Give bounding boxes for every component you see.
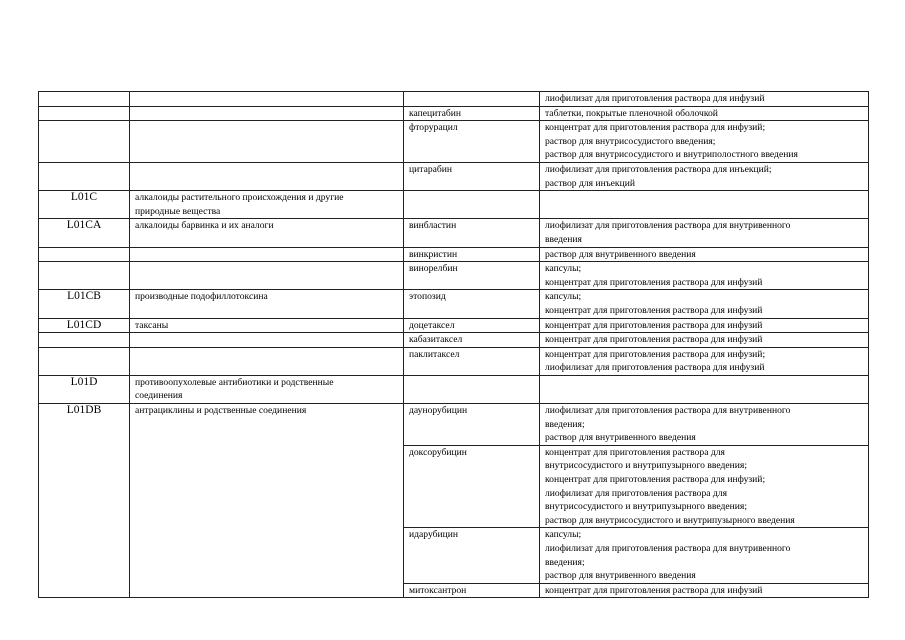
drug-name-cell [404,92,540,107]
dosage-form-cell [540,404,869,446]
atc-group-cell [130,404,404,598]
table-row [39,375,869,403]
dosage-form-line: раствор для инъекций [545,177,635,189]
atc-code-cell: L01CB [39,290,130,318]
dosage-form-line: концентрат для приготовления раствора для инфузий [545,276,763,288]
dosage-form-cell [540,162,869,190]
atc-group-cell [130,347,404,375]
medication-table-body [39,92,869,598]
atc-code-cell [39,92,130,107]
table-row [39,404,869,446]
atc-group-cell [130,318,404,333]
drug-name-cell: доксорубицин [404,445,540,528]
dosage-form-cell [540,191,869,219]
drug-name-cell [404,191,540,219]
drug-name-cell: митоксантрон [404,583,540,598]
atc-group-line: алкалоиды барвинка и их аналоги [135,220,274,232]
dosage-form-line: капсулы; [545,263,582,275]
dosage-form-line: капсулы; [545,529,582,541]
atc-group-line: производные подофиллотоксина [135,291,268,303]
atc-code-cell: L01DB [39,404,130,598]
dosage-form-line: лиофилизат для приготовления раствора для внутривенного [545,543,791,554]
dosage-form-cell [540,247,869,262]
table-row [39,92,869,107]
atc-group-line: алкалоиды растительного происхождения и другие [135,192,344,204]
table-row [39,318,869,333]
dosage-form-line: концентрат для приготовления раствора для инфузий [545,334,763,346]
atc-group-line: антрациклины и родственные соединения [135,405,307,417]
table-row [39,247,869,262]
atc-group-cell [130,375,404,403]
dosage-form-line: раствор для внутривенного введения [545,432,696,444]
atc-code-cell [39,262,130,290]
drug-name-cell: винбластин [404,219,540,247]
drug-name-cell: даунорубицин [404,404,540,446]
dosage-form-cell [540,318,869,333]
table-row [39,219,869,247]
dosage-form-line: внутрисосудистого и внутрипузырного введения; [545,501,747,513]
dosage-form-cell [540,262,869,290]
dosage-form-cell [540,375,869,403]
dosage-form-cell [540,106,869,121]
atc-group-line: противоопухолевые антибиотики и родственные [135,376,334,388]
drug-name-cell: доцетаксел [404,318,540,333]
dosage-form-line: введения [545,233,582,245]
dosage-form-cell [540,347,869,375]
dosage-form-cell [540,528,869,583]
dosage-form-line: лиофилизат для приготовления раствора для инфузий [545,93,765,104]
drug-name-cell: капецитабин [404,106,540,121]
atc-code-cell: L01CA [39,219,130,247]
table-row [39,121,869,163]
atc-group-line: природные вещества [135,205,221,217]
dosage-form-line: раствор для внутривенного введения [545,570,696,582]
table-row [39,162,869,190]
dosage-form-line: концентрат для приготовления раствора для инфузий; [545,474,766,486]
drug-name-cell: идарубицин [404,528,540,583]
drug-name-cell: цитарабин [404,162,540,190]
dosage-form-cell [540,121,869,163]
dosage-form-cell [540,583,869,598]
atc-group-cell [130,92,404,107]
drug-name-cell: фторурацил [404,121,540,163]
dosage-form-line: лиофилизат для приготовления раствора для инфузий [545,362,765,374]
table-row [39,191,869,219]
atc-group-cell [130,262,404,290]
atc-group-cell [130,162,404,190]
drug-name-cell: кабазитаксел [404,333,540,348]
dosage-form-line: таблетки, покрытые пленочной оболочкой [545,107,718,119]
drug-name-cell [404,375,540,403]
document-page [38,91,868,598]
dosage-form-line: лиофилизат для приготовления раствора для инъекций; [545,163,772,175]
atc-group-cell [130,191,404,219]
atc-group-cell [130,333,404,348]
table-row [39,106,869,121]
atc-group-cell [130,106,404,121]
dosage-form-line: введения; [545,418,585,430]
dosage-form-line: концентрат для приготовления раствора для инфузий [545,584,763,596]
atc-code-cell [39,333,130,348]
atc-group-line: таксаны [135,319,169,331]
dosage-form-line: раствор для внутрисосудистого и внутрипузырного введения [545,514,795,526]
atc-code-cell [39,162,130,190]
dosage-form-line: концентрат для приготовления раствора для [545,446,725,458]
dosage-form-line: лиофилизат для приготовления раствора для внутривенного [545,220,791,232]
medication-table [38,91,869,598]
dosage-form-line: концентрат для приготовления раствора для инфузий [545,319,763,331]
dosage-form-cell [540,445,869,528]
table-row [39,333,869,348]
atc-group-cell [130,290,404,318]
atc-group-cell [130,121,404,163]
drug-name-cell: паклитаксел [404,347,540,375]
dosage-form-line: лиофилизат для приготовления раствора для внутривенного [545,405,791,417]
dosage-form-cell [540,333,869,348]
dosage-form-line: лиофилизат для приготовления раствора для [545,487,727,499]
atc-code-cell [39,106,130,121]
table-row [39,347,869,375]
dosage-form-line: внутрисосудистого и внутрипузырного введения; [545,460,747,472]
dosage-form-cell [540,290,869,318]
dosage-form-line: введения; [545,556,585,568]
dosage-form-cell [540,219,869,247]
table-row [39,262,869,290]
dosage-form-line: концентрат для приготовления раствора для инфузий; [545,348,766,360]
atc-group-cell [130,219,404,247]
table-row [39,290,869,318]
dosage-form-line: концентрат для приготовления раствора для инфузий [545,304,763,316]
atc-group-line: соединения [135,390,183,402]
atc-code-cell: L01CD [39,318,130,333]
atc-code-cell: L01D [39,375,130,403]
drug-name-cell: этопозид [404,290,540,318]
atc-code-cell: L01C [39,191,130,219]
atc-code-cell [39,247,130,262]
dosage-form-line: концентрат для приготовления раствора для инфузий; [545,122,766,134]
dosage-form-line: капсулы; [545,291,582,303]
drug-name-cell: винорелбин [404,262,540,290]
atc-code-cell [39,121,130,163]
dosage-form-line: раствор для внутрисосудистого и внутриполостного введения [545,149,798,161]
dosage-form-line: раствор для внутривенного введения [545,248,696,260]
dosage-form-line: раствор для внутрисосудистого введения; [545,135,716,147]
atc-group-cell [130,247,404,262]
atc-code-cell [39,347,130,375]
dosage-form-cell [540,92,869,107]
drug-name-cell: винкристин [404,247,540,262]
